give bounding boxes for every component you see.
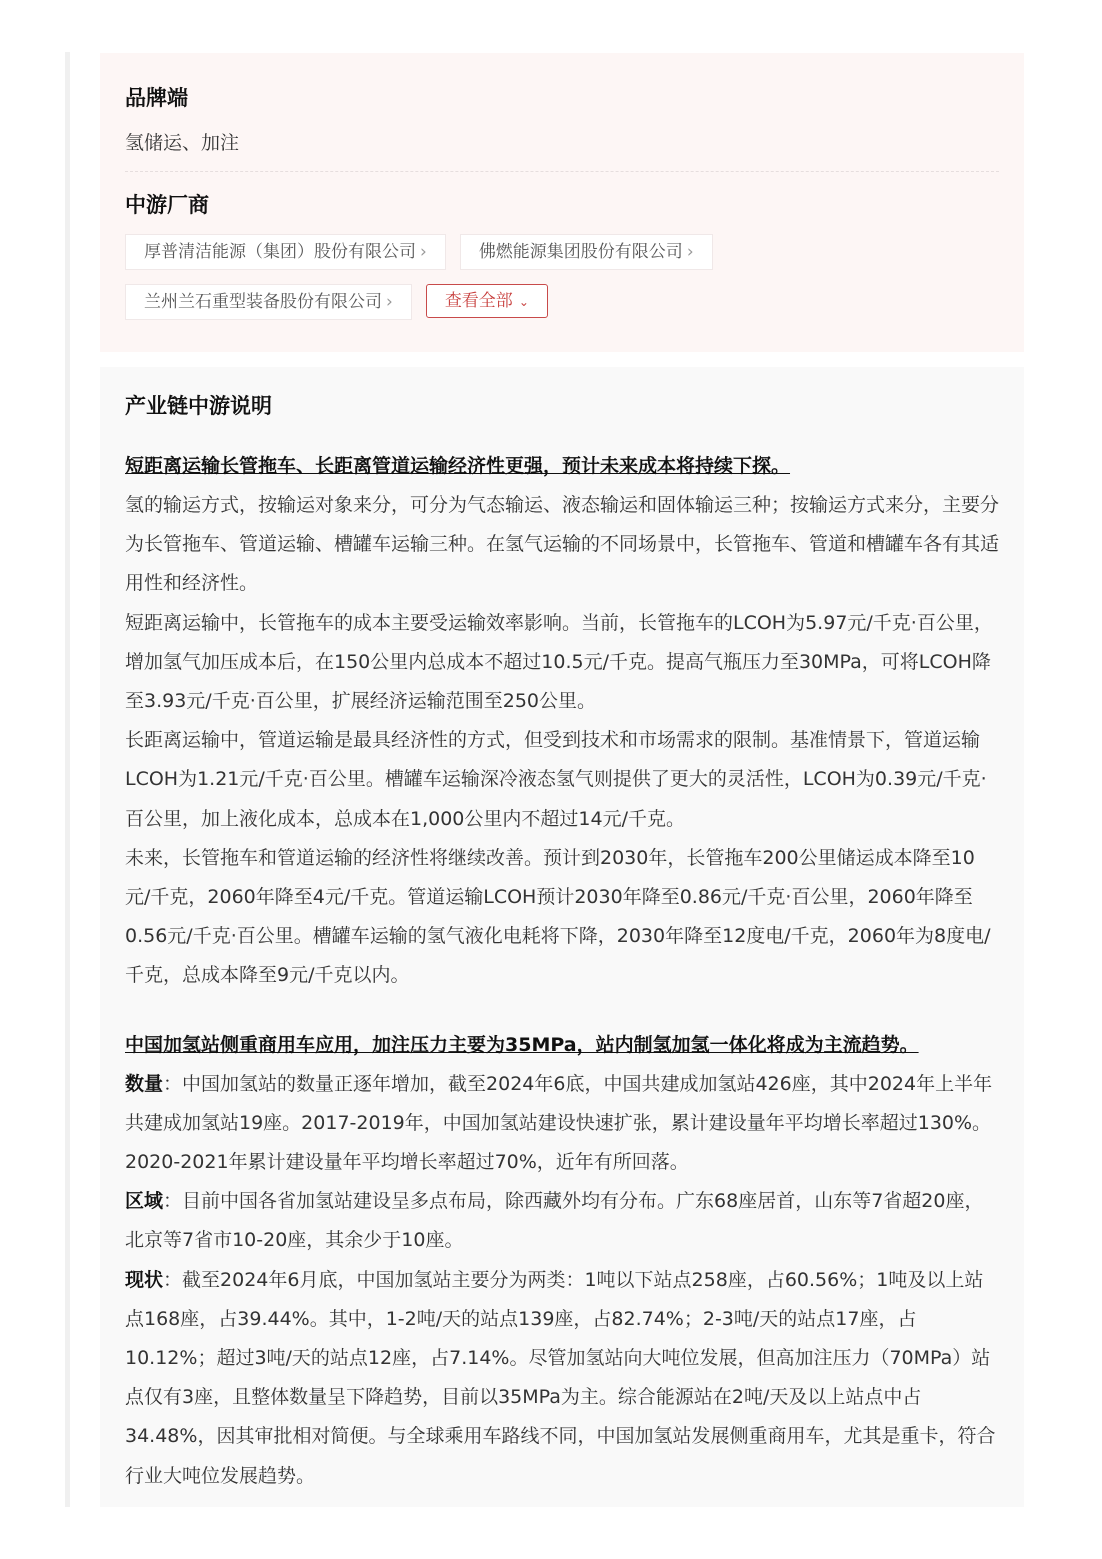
divider	[125, 171, 999, 172]
explanation-panel	[100, 367, 1024, 1507]
company-tag[interactable]: 厚普清洁能源（集团）股份有限公司 ›	[125, 234, 446, 270]
company-tag[interactable]: 兰州兰石重型装备股份有限公司 ›	[125, 284, 412, 320]
paragraph: 短距离运输中，长管拖车的成本主要受运输效率影响。当前，长管拖车的LCOH为5.97元/千克·百公里，增加氢气加压成本后，在150公里内总成本不超过10.5元/千克。提高气瓶压力至30MPa，可将LCOH降至3.93元/千克·百公里，扩展经济运输范围至250公里。	[125, 611, 993, 713]
paragraph: 区域：目前中国各省加氢站建设呈多点布局，除西藏外均有分布。广东68座居首，山东等7省超20座，北京等7省市10-20座，其余少于10座。	[125, 1190, 984, 1252]
explanation-title: 产业链中游说明	[125, 394, 272, 418]
paragraph: 长距离运输中，管道运输是最具经济性的方式，但受到技术和市场需求的限制。基准情景下，管道运输LCOH为1.21元/千克·百公里。槽罐车运输深冷液态氢气则提供了更大的灵活性，LCOH为0.39元/千克·百公里，加上液化成本，总成本在1,000公里内不超过14元/千克。	[125, 729, 987, 830]
company-tag[interactable]: 佛燃能源集团股份有限公司 ›	[460, 234, 713, 270]
left-rail	[65, 52, 70, 1507]
chevron-right-icon: ›	[686, 242, 694, 262]
section-heading: 短距离运输长管拖车、长距离管道运输经济性更强，预计未来成本将持续下探。	[125, 455, 791, 477]
section-heading: 中国加氢站侧重商用车应用，加注压力主要为35MPa，站内制氢加氢一体化将成为主流趋势。	[125, 1033, 919, 1056]
paragraph: 氢的输运方式，按输运对象来分，可分为气态输运、液态输运和固体输运三种；按输运方式来分，主要分为长管拖车、管道运输、槽罐车运输三种。在氢气运输的不同场景中，长管拖车、管道和槽罐车各有其适用性和经济性。	[125, 494, 1000, 595]
chevron-right-icon: ›	[386, 292, 393, 312]
midstream-title: 中游厂商	[125, 193, 209, 217]
paragraph: 未来，长管拖车和管道运输的经济性将继续改善。预计到2030年，长管拖车200公里储运成本降至10元/千克，2060年降至4元/千克。管道运输LCOH预计2030年降至0.86元/千克·百公里，2060年降至0.56元/千克·百公里。槽罐车运输的氢气液化电耗将下降，2030年降至12度电/千克，2060年为8度电/千克，总成本降至9元/千克以内。	[125, 846, 991, 987]
brand-title: 品牌端	[125, 86, 188, 110]
chevron-down-icon: ⌄	[518, 295, 529, 309]
brand-value: 氢储运、加注	[125, 132, 240, 154]
chevron-right-icon: ›	[420, 242, 427, 262]
company-tags	[125, 234, 805, 320]
view-all-button[interactable]: 查看全部 ⌄	[426, 284, 548, 318]
paragraph: 现状：截至2024年6月底，中国加氢站主要分为两类：1吨以下站点258座，占60.56%；1吨及以上站点168座，占39.44%。其中，1-2吨/天的站点139座，占82.74%；2-3吨/天的站点17座，占10.12%；超过3吨/天的站点12座，占7.14%。尽管加氢站向大吨位发展，但高加注压力（70MPa）站点仅有3座，且整体数量呈下降趋势，目前以35MPa为主。综合能源站在2吨/天及以上站点中占34.48%，因其审批相对简便。与全球乘用车路线不同，中国加氢站发展侧重商用车，尤其是重卡，符合行业大吨位发展趋势。	[125, 1268, 996, 1487]
brand-panel	[100, 53, 1024, 352]
paragraph: 数量：中国加氢站的数量正逐年增加，截至2024年6底，中国共建成加氢站426座，其中2024年上半年共建成加氢站19座。2017-2019年，中国加氢站建设快速扩张，累计建设量年平均增长率超过130%。2020-2021年累计建设量年平均增长率超过70%，近年有所回落。	[125, 1072, 993, 1174]
